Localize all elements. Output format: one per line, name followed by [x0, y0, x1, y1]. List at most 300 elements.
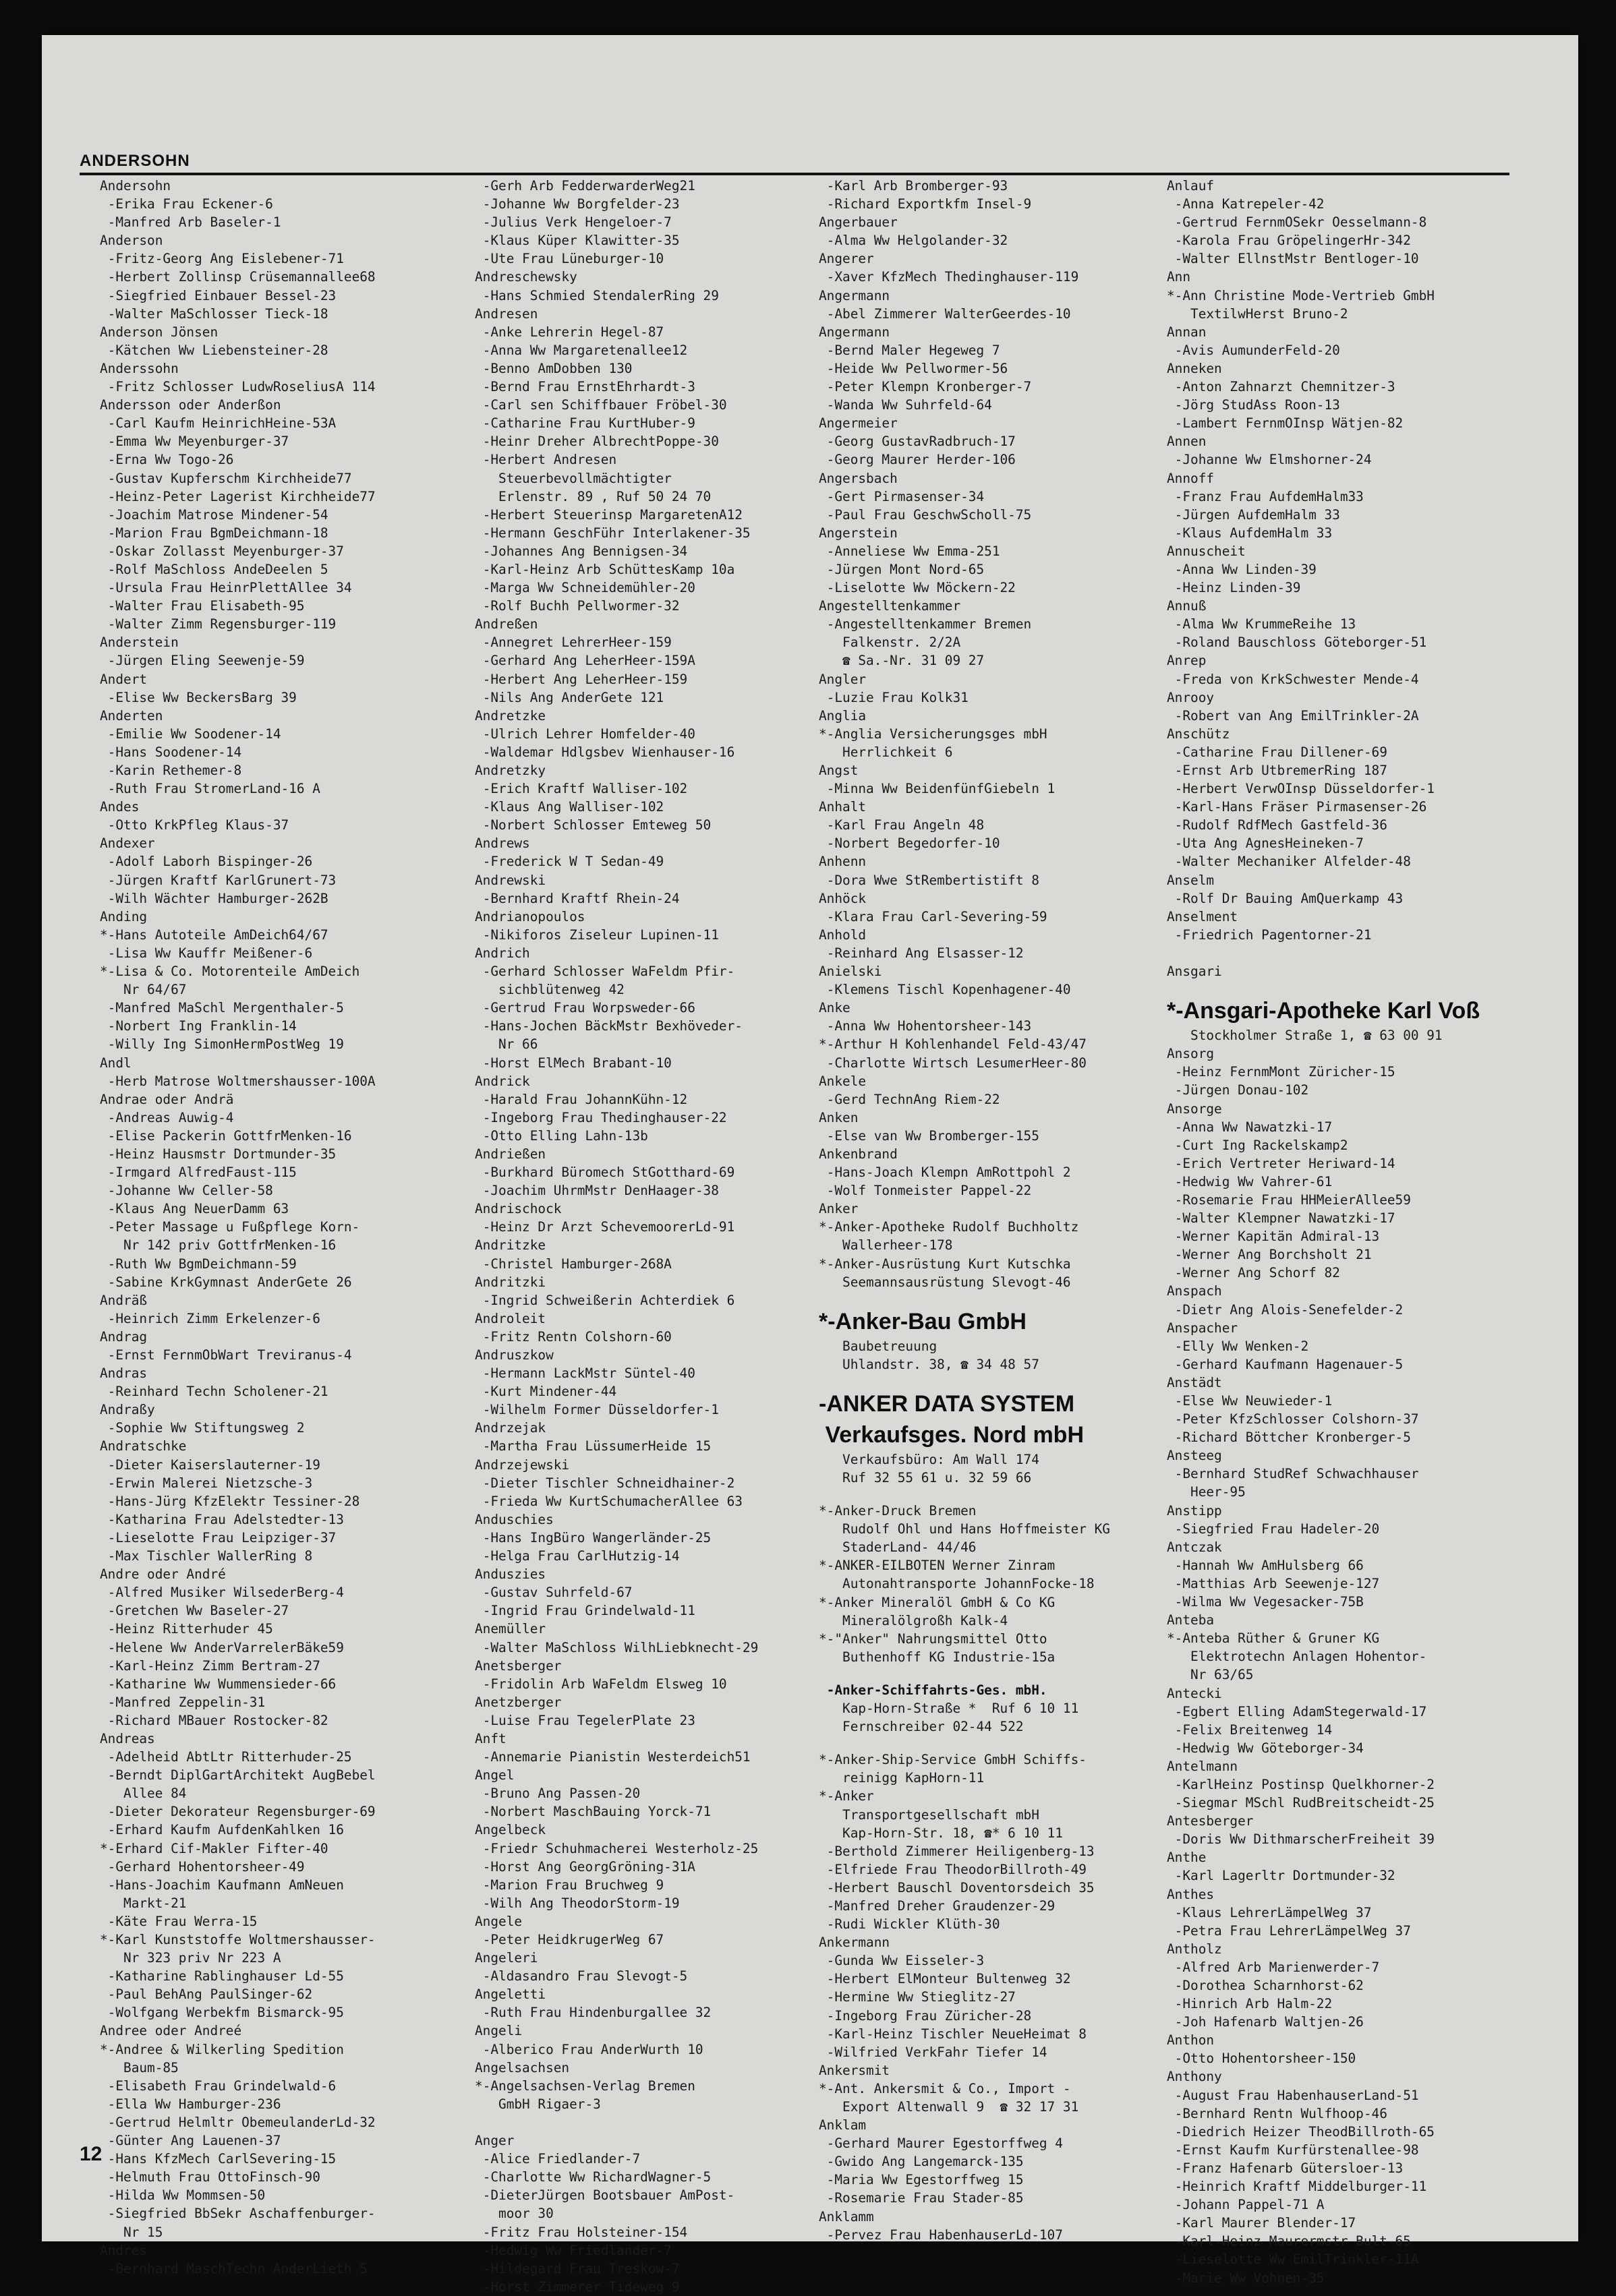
directory-entry: -Kätchen Ww Liebensteiner-28	[100, 342, 328, 358]
surname-heading: Anstipp	[1167, 1502, 1222, 1519]
directory-entry: -Heinz-Peter Lagerist Kirchheide77	[100, 488, 376, 504]
surname-heading: Andrich	[475, 945, 530, 961]
surname-heading: Anderstein	[100, 635, 179, 651]
advertisement-entry: -ANKER DATA SYSTEM	[819, 1390, 1075, 1417]
directory-entry: -Franz Frau AufdemHalm33	[1167, 488, 1364, 504]
surname-heading: Anduschies	[475, 1511, 554, 1527]
directory-entry: -Erna Ww Togo-26	[100, 452, 234, 468]
surname-heading: Angerer	[819, 251, 874, 267]
directory-entry: -Horst Zimmerer Tideweg 9	[475, 2278, 680, 2295]
directory-entry: -Wilfried VerkFahr Tiefer 14	[819, 2044, 1047, 2060]
surname-heading: Anglia	[819, 707, 867, 724]
header-title: ANDERSOHN	[80, 152, 190, 170]
directory-entry: -Anneliese Ww Emma-251	[819, 543, 1000, 559]
directory-entry: -Heinr Dreher AlbrechtPoppe-30	[475, 434, 719, 450]
directory-entry: -Heinrich Zimm Erkelenzer-6	[100, 1310, 320, 1326]
directory-entry: -Hedwig Ww Vahrer-61	[1167, 1173, 1333, 1189]
directory-entry: -Norbert Ing Franklin-14	[100, 1018, 297, 1034]
surname-heading: Ann	[1167, 269, 1191, 285]
surname-heading: Ansgari	[1167, 964, 1222, 980]
directory-entry: -Walter Klempner Nawatzki-17	[1167, 1210, 1395, 1227]
directory-entry: -Petra Frau LehrerLämpelWeg 37	[1167, 1922, 1411, 1939]
directory-entry: -Jürgen Donau-102	[1167, 1082, 1309, 1098]
directory-entry: -Angestelltenkammer Bremen	[819, 616, 1032, 632]
directory-entry: -Gunda Ww Eisseler-3	[819, 1953, 985, 1969]
directory-entry: -Manfred Dreher Graudenzer-29	[819, 1897, 1056, 1914]
surname-heading: Angermann	[819, 324, 890, 340]
surname-heading: Anetsberger	[475, 1657, 562, 1674]
directory-entry: -Helmuth Frau OttoFinsch-90	[100, 2169, 320, 2185]
surname-heading: Andexer	[100, 835, 155, 852]
directory-entry: Mineralölgroßh Kalk-4	[819, 1612, 1008, 1628]
directory-entry: -Freda von KrkSchwester Mende-4	[1167, 671, 1419, 687]
surname-heading: Anschütz	[1167, 726, 1230, 742]
directory-entry: -Walter EllnstMstr Bentloger-10	[1167, 251, 1419, 267]
surname-heading: Anken	[819, 1109, 859, 1125]
directory-entry: -Ute Frau Lüneburger-10	[475, 251, 664, 267]
directory-entry: -Joh Hafenarb Waltjen-26	[1167, 2014, 1364, 2030]
surname-heading: Andraßy	[100, 1402, 155, 1418]
directory-entry: -Gertrud FernmOSekr Oesselmann-8	[1167, 214, 1427, 231]
directory-entry: -Berthold Zimmerer Heiligenberg-13	[819, 1843, 1095, 1859]
directory-entry: -Annemarie Pianistin Westerdeich51	[475, 1749, 751, 1765]
directory-entry: -Ernst Kaufm Kurfürstenallee-98	[1167, 2142, 1419, 2158]
directory-entry: -Rudi Wickler Klüth-30	[819, 1916, 1000, 1933]
surname-heading: Anielski	[819, 964, 882, 980]
directory-entry: -Peter HeidkrugerWeg 67	[475, 1932, 664, 1947]
surname-heading: Annan	[1167, 324, 1207, 340]
surname-heading: Andrae oder Andrä	[100, 1091, 234, 1107]
directory-entry: -Ingeborg Frau Züricher-28	[819, 2007, 1032, 2024]
directory-entry: -Walter Mechaniker Alfelder-48	[1167, 854, 1411, 870]
directory-entry: -Herb Matrose Woltmershausser-100A	[100, 1073, 376, 1089]
directory-entry: -Ruth Ww BgmDeichmann-59	[100, 1256, 297, 1272]
directory-entry: Export Altenwall 9 ☎ 32 17 31	[819, 2099, 1079, 2115]
surname-heading: Androleit	[475, 1310, 546, 1326]
directory-entry: -Fritz Rentn Colshorn-60	[475, 1328, 672, 1345]
directory-entry: -Käte Frau Werra-15	[100, 1913, 258, 1929]
directory-entry: -Maria Ww Egestorffweg 15	[819, 2172, 1024, 2188]
directory-entry: -Walter Frau Elisabeth-95	[100, 598, 305, 614]
surname-heading: Anft	[475, 1730, 507, 1746]
surname-heading: Angeleri	[475, 1950, 538, 1966]
directory-entry: -Elise Ww BeckersBarg 39	[100, 689, 297, 705]
directory-entry: -Doris Ww DithmarscherFreiheit 39	[1167, 1831, 1435, 1848]
directory-entry: -Fritz Schlosser LudwRoseliusA 114	[100, 379, 376, 395]
directory-entry: -Ingrid Frau Grindelwald-11	[475, 1603, 695, 1619]
directory-entry: -Catharine Frau Dillener-69	[1167, 744, 1387, 760]
directory-entry: -Alberico Frau AnderWurth 10	[475, 2041, 703, 2057]
directory-entry: *-Arthur H Kohlenhandel Feld-43/47	[819, 1036, 1087, 1053]
directory-entry: -Anton Zahnarzt Chemnitzer-3	[1167, 379, 1395, 395]
surname-heading: Antecki	[1167, 1685, 1222, 1701]
advertisement-entry: *-Ansgari-Apotheke Karl Voß	[1167, 998, 1480, 1024]
directory-entry: -Reinhard Techn Scholener-21	[100, 1384, 328, 1400]
directory-entry: -Friedr Schuhmacherei Westerholz-25	[475, 1840, 759, 1856]
directory-entry: Nr 15	[100, 2224, 163, 2240]
directory-entry: -Hans Soodener-14	[100, 744, 242, 760]
directory-entry: -Frieda Ww KurtSchumacherAllee 63	[475, 1493, 743, 1509]
directory-entry: *-Anker-Ship-Service GmbH Schiffs-	[819, 1752, 1087, 1768]
directory-entry: -Alice Friedlander-7	[475, 2151, 641, 2167]
directory-entry: Herrlichkeit 6	[819, 744, 953, 760]
surname-heading: Antczak	[1167, 1539, 1222, 1555]
spacer	[819, 1487, 1156, 1502]
directory-entry: Falkenstr. 2/2A	[819, 635, 961, 651]
directory-entry: -Gerhard Schlosser WaFeldm Pfir-	[475, 964, 735, 980]
directory-entry: -Julius Verk Hengeloer-7	[475, 214, 672, 231]
surname-heading: Angerbauer	[819, 214, 898, 231]
directory-entry: -Klaus LehrerLämpelWeg 37	[1167, 1904, 1372, 1920]
directory-entry: -Gerhard Maurer Egestorffweg 4	[819, 2136, 1063, 2152]
directory-entry: *-Anker-Apotheke Rudolf Buchholtz	[819, 1219, 1079, 1235]
directory-entry: Uhlandstr. 38, ☎ 34 48 57	[819, 1356, 1039, 1372]
directory-entry: -Sabine KrkGymnast AnderGete 26	[100, 1274, 352, 1290]
directory-entry: -DieterJürgen Bootsbauer AmPost-	[475, 2187, 735, 2204]
surname-heading: Angerstein	[819, 525, 898, 541]
directory-entry: Nr 64/67	[100, 982, 187, 998]
surname-heading: Andretzke	[475, 707, 546, 724]
surname-heading: Angelbeck	[475, 1822, 546, 1838]
surname-heading: Anker	[819, 1201, 859, 1217]
directory-entry: -Jürgen Mont Nord-65	[819, 561, 985, 577]
directory-entry: -Catharine Frau KurtHuber-9	[475, 415, 695, 432]
directory-entry: -Karl Frau Angeln 48	[819, 817, 985, 833]
directory-entry: -Marga Ww Schneidemühler-20	[475, 580, 695, 596]
directory-entry: -Klaus AufdemHalm 33	[1167, 525, 1333, 541]
directory-entry: -Georg Maurer Herder-106	[819, 452, 1016, 468]
directory-entry: -Dietr Ang Alois-Senefelder-2	[1167, 1301, 1404, 1318]
directory-entry: -Hans IngBüro Wangerländer-25	[475, 1529, 712, 1546]
directory-entry: ☎ Sa.-Nr. 31 09 27	[819, 653, 985, 669]
spacer	[819, 1666, 1156, 1681]
directory-entry: -Oskar Zollasst Meyenburger-37	[100, 543, 344, 559]
directory-entry: -Gustav Kupferschm Kirchheide77	[100, 470, 352, 486]
directory-entry: -Gertrud Frau Worpsweder-66	[475, 1000, 695, 1016]
directory-entry: -Fritz Frau Holsteiner-154	[475, 2224, 688, 2240]
directory-entry: *-Anker	[819, 1788, 874, 1804]
surname-heading: Andruszkow	[475, 1347, 554, 1363]
directory-entry: -Johann Pappel-71 A	[1167, 2197, 1325, 2213]
directory-entry: -Heinz Dr Arzt SchevemoorerLd-91	[475, 1219, 735, 1235]
surname-heading: Ankele	[819, 1073, 867, 1089]
directory-entry: -Herbert Bauschl Doventorsdeich 35	[819, 1879, 1095, 1895]
directory-entry: -Berndt DiplGartArchitekt AugBebel	[100, 1767, 376, 1784]
directory-entry: -Emilie Ww Soodener-14	[100, 726, 281, 742]
surname-heading: Andresen	[475, 305, 538, 322]
directory-entry: -Klaus Küper Klawitter-35	[475, 233, 680, 249]
directory-entry: sichblütenweg 42	[475, 982, 625, 998]
directory-entry: -Elise Packerin GottfrMenken-16	[100, 1127, 352, 1144]
column-3	[819, 177, 1156, 2243]
spacer	[819, 1374, 1156, 1388]
directory-entry: Erlenstr. 89 , Ruf 50 24 70	[475, 488, 712, 504]
directory-entry: -Helene Ww AnderVarrelerBäke59	[100, 1639, 344, 1655]
directory-entry: -Herbert Andresen	[475, 452, 617, 468]
directory-entry: -Jürgen Kraftf KarlGrunert-73	[100, 872, 337, 888]
directory-entry: -Rolf Dr Bauing AmQuerkamp 43	[1167, 890, 1404, 906]
surname-heading: Andras	[100, 1365, 148, 1382]
directory-entry: -Dieter Dekorateur Regensburger-69	[100, 1804, 376, 1820]
directory-entry: -Bernd Maler Hegeweg 7	[819, 342, 1000, 358]
directory-entry: -Harald Frau JohannKühn-12	[475, 1091, 688, 1107]
directory-entry: -Werner Ang Schorf 82	[1167, 1265, 1340, 1281]
directory-entry: TextilwHerst Bruno-2	[1167, 305, 1348, 322]
directory-entry: -Karl Maurer Blender-17	[1167, 2215, 1356, 2231]
directory-entry: -Franz Hafenarb Gütersloer-13	[1167, 2160, 1404, 2176]
surname-heading: Andrischock	[475, 1201, 562, 1217]
directory-entry: reinigg KapHorn-11	[819, 1770, 985, 1786]
directory-entry: -Sophie Ww Stiftungsweg 2	[100, 1420, 305, 1436]
directory-entry: -Rolf Buchh Pellwormer-32	[475, 598, 680, 614]
surname-heading: Ansteeg	[1167, 1448, 1222, 1464]
directory-entry: -Kurt Mindener-44	[475, 1384, 617, 1400]
directory-entry: Allee 84	[100, 1786, 187, 1802]
directory-entry: -Johanne Ww Celler-58	[100, 1183, 273, 1199]
directory-entry: -Gert Pirmasenser-34	[819, 488, 985, 504]
directory-entry: Verkaufsbüro: Am Wall 174	[819, 1451, 1039, 1467]
directory-entry: -Johanne Ww Borgfelder-23	[475, 196, 680, 212]
surname-heading: Andersson oder Anderßon	[100, 397, 281, 413]
directory-entry: -Alma Ww KrummeReihe 13	[1167, 616, 1356, 632]
surname-heading: Anhalt	[819, 799, 867, 815]
surname-heading: Ansorge	[1167, 1100, 1222, 1117]
surname-heading: Anrep	[1167, 653, 1207, 669]
directory-entry: -Rudolf RdfMech Gastfeld-36	[1167, 817, 1387, 833]
directory-entry: -Siegfried BbSekr Aschaffenburger-	[100, 2206, 376, 2222]
directory-entry: -Reinhard Ang Elsasser-12	[819, 945, 1024, 961]
surname-heading: Anspacher	[1167, 1320, 1238, 1336]
directory-entry: -Anna Katrepeler-42	[1167, 196, 1325, 212]
directory-entry: -Gertrud Helmltr ObemeulanderLd-32	[100, 2114, 376, 2130]
directory-entry: *-Ant. Ankersmit & Co., Import -	[819, 2080, 1071, 2096]
surname-heading: Anderson Jönsen	[100, 324, 219, 340]
directory-entry: *-Hans Autoteile AmDeich64/67	[100, 926, 328, 943]
directory-entry: -Else Ww Neuwieder-1	[1167, 1393, 1333, 1409]
surname-heading: Angestelltenkammer	[819, 598, 961, 614]
directory-entry: -Herbert Ang LeherHeer-159	[475, 671, 688, 687]
surname-heading: Anneken	[1167, 360, 1222, 376]
surname-heading: Angele	[475, 1913, 523, 1929]
directory-entry: -Erich Kraftf Walliser-102	[475, 781, 688, 797]
directory-entry: -Werner Ang Borchsholt 21	[1167, 1247, 1372, 1263]
directory-entry: -Karl-Hans Fräser Pirmasenser-26	[1167, 799, 1427, 815]
directory-entry: -Norbert Schlosser Emteweg 50	[475, 817, 712, 833]
directory-entry: -Alfred Arb Marienwerder-7	[1167, 1959, 1380, 1975]
surname-heading: Anger	[475, 2133, 515, 2149]
directory-entry: -Joachim Matrose Mindener-54	[100, 506, 328, 523]
directory-entry: -Paul BehAng PaulSinger-62	[100, 1986, 313, 2003]
directory-entry: -Jürgen AufdemHalm 33	[1167, 506, 1340, 523]
directory-entry: -Rosemarie Frau HHMeierAllee59	[1167, 1191, 1411, 1208]
directory-entry: Autonahtransporte JohannFocke-18	[819, 1576, 1095, 1592]
directory-entry: Seemannsausrüstung Slevogt-46	[819, 1274, 1071, 1290]
directory-entry: -Georg GustavRadbruch-17	[819, 434, 1016, 450]
directory-entry: -Annegret LehrerHeer-159	[475, 635, 672, 651]
directory-entry: -Jörg StudAss Roon-13	[1167, 397, 1340, 413]
directory-entry: -Marion Frau Bruchweg 9	[475, 1877, 664, 1893]
directory-entry: -Manfred MaSchl Mergenthaler-5	[100, 1000, 344, 1016]
surname-heading: Antelmann	[1167, 1758, 1238, 1774]
directory-entry: -Alma Ww Helgolander-32	[819, 233, 1008, 249]
directory-entry: -Peter Massage u Fußpflege Korn-	[100, 1219, 360, 1235]
spacer	[819, 1736, 1156, 1750]
directory-entry: -Dieter Kaiserslauterner-19	[100, 1456, 320, 1473]
directory-entry: -KarlHeinz Postinsp Quelkhorner-2	[1167, 1776, 1435, 1792]
directory-entry: -Ingeborg Frau Thedinghauser-22	[475, 1109, 727, 1125]
directory-entry: -Dora Wwe StRembertistift 8	[819, 872, 1039, 888]
directory-entry: -Carl Kaufm HeinrichHeine-53A	[100, 415, 337, 432]
directory-entry: -Helga Frau CarlHutzig-14	[475, 1548, 680, 1564]
surname-heading: Angler	[819, 671, 867, 687]
directory-entry: -Katharine Ww Wummensieder-66	[100, 1676, 337, 1692]
directory-entry: *-"Anker" Nahrungsmittel Otto	[819, 1630, 1047, 1647]
spacer	[1167, 980, 1504, 995]
directory-entry: -Bernd Frau ErnstEhrhardt-3	[475, 379, 695, 395]
directory-entry: Nr 63/65	[1167, 1667, 1254, 1683]
directory-entry: -Uta Ang AgnesHeineken-7	[1167, 835, 1364, 852]
directory-entry: -Hildegard Frau Treskow-7	[475, 2260, 680, 2276]
spacer	[819, 1291, 1156, 1306]
directory-entry: -Irmgard AlfredFaust-115	[100, 1165, 297, 1181]
surname-heading: Anke	[819, 1000, 850, 1016]
directory-entry: -Karin Rethemer-8	[100, 763, 242, 778]
directory-entry: *-Angelsachsen-Verlag Bremen	[475, 2078, 695, 2094]
directory-entry: -Erhard Kaufm AufdenKahlken 16	[100, 1822, 344, 1838]
directory-entry: *-Anglia Versicherungsges mbH	[819, 726, 1047, 742]
highlighted-entry: -Anker-Schiffahrts-Ges. mbH.	[819, 1682, 1047, 1698]
surname-heading: Angermann	[819, 287, 890, 303]
directory-entry: -Aldasandro Frau Slevogt-5	[475, 1968, 688, 1984]
directory-entry: -Günter Ang Lauenen-37	[100, 2133, 281, 2149]
surname-heading: Angeli	[475, 2023, 523, 2039]
directory-entry: *-Anker Mineralöl GmbH & Co KG	[819, 1594, 1056, 1610]
surname-heading: Anrooy	[1167, 689, 1215, 705]
directory-entry: -Hilda Ww Mommsen-50	[100, 2187, 266, 2204]
directory-entry: -Peter KfzSchlosser Colshorn-37	[1167, 1411, 1419, 1427]
directory-entry: -Marie Ww Vohnen-35	[1167, 2270, 1325, 2286]
directory-entry: -Gerhard Kaufmann Hagenauer-5	[1167, 1356, 1404, 1372]
directory-entry: Heer-95	[1167, 1484, 1246, 1500]
directory-entry: -Hans-Jürg KfzElektr Tessiner-28	[100, 1493, 360, 1509]
directory-entry: -Walter MaSchloss WilhLiebknecht-29	[475, 1639, 759, 1655]
directory-entry: -Hermine Ww Stieglitz-27	[819, 1989, 1016, 2005]
page-number: 12	[80, 2143, 103, 2165]
directory-entry: -Gwido Ang Langemarck-135	[819, 2154, 1024, 2170]
directory-entry: *-Anteba Rüther & Gruner KG	[1167, 1630, 1380, 1647]
surname-heading: Andrews	[475, 835, 530, 852]
directory-entry: -Adolf Laborh Bispinger-26	[100, 854, 313, 870]
directory-entry: -Anna Ww Margaretenallee12	[475, 342, 688, 358]
directory-entry: Nr 142 priv GottfrMenken-16	[100, 1237, 337, 1254]
surname-heading: Ankersmit	[819, 2062, 890, 2078]
directory-entry: -Gustav Suhrfeld-67	[475, 1585, 633, 1601]
directory-entry: StaderLand- 44/46	[819, 1539, 977, 1556]
surname-heading: Antesberger	[1167, 1813, 1254, 1829]
surname-heading: Andräß	[100, 1292, 148, 1308]
surname-heading: Andert	[100, 671, 148, 687]
directory-entry: -Lisa Ww Kauffr Meißener-6	[100, 945, 313, 961]
directory-entry: -Heinz Ritterhuder 45	[100, 1621, 273, 1637]
directory-entry: -Anna Ww Linden-39	[1167, 561, 1317, 577]
directory-entry: -Hans-Jochen BäckMstr Bexhöveder-	[475, 1018, 743, 1034]
surname-heading: Anthony	[1167, 2069, 1222, 2085]
directory-entry: -Ursula Frau HeinrPlettAllee 34	[100, 580, 352, 596]
directory-entry: -Ulrich Lehrer Homfelder-40	[475, 726, 695, 742]
directory-entry: -Minna Ww BeidenfünfGiebeln 1	[819, 781, 1056, 797]
directory-entry: -Marion Frau BgmDeichmann-18	[100, 525, 328, 541]
surname-heading: Annuß	[1167, 598, 1207, 614]
directory-entry: moor 30	[475, 2206, 554, 2222]
surname-heading: Angeletti	[475, 1986, 546, 2003]
directory-entry: -Horst ElMech Brabant-10	[475, 1055, 672, 1071]
directory-entry: -Herbert Steuerinsp MargaretenA12	[475, 506, 743, 523]
column-1	[100, 177, 437, 2276]
directory-entry: -Walter MaSchlosser Tieck-18	[100, 305, 328, 322]
surname-heading: Andritzki	[475, 1274, 546, 1290]
surname-heading: Angst	[819, 763, 859, 778]
surname-heading: Anduszies	[475, 1566, 546, 1583]
surname-heading: Andreas	[100, 1730, 155, 1746]
directory-entry: -Hermann GeschFühr Interlakener-35	[475, 525, 751, 541]
surname-heading: Ankenbrand	[819, 1146, 898, 1162]
directory-entry: -Frederick W T Sedan-49	[475, 854, 664, 870]
surname-heading: Anemüller	[475, 1621, 546, 1637]
directory-entry: -Hedwig Ww Göteborger-34	[1167, 1740, 1364, 1756]
directory-entry: -Ingrid Schweißerin Achterdiek 6	[475, 1292, 735, 1308]
directory-entry: -Richard Böttcher Kronberger-5	[1167, 1430, 1411, 1446]
directory-entry: -Wilh Wächter Hamburger-262B	[100, 890, 328, 906]
surname-heading: Andersohn	[100, 178, 171, 194]
directory-entry: Kap-Horn-Straße * Ruf 6 10 11	[819, 1701, 1079, 1717]
directory-entry: -Christel Hamburger-268A	[475, 1256, 672, 1272]
directory-entry: -Fridolin Arb WaFeldm Elsweg 10	[475, 1676, 727, 1692]
directory-entry: -Richard Exportkfm Insel-9	[819, 196, 1032, 212]
surname-heading: Andrzejak	[475, 1420, 546, 1436]
directory-entry: -Heide Ww Pellwormer-56	[819, 360, 1008, 376]
surname-heading: Angermeier	[819, 415, 898, 432]
directory-entry: -Otto Hohentorsheer-150	[1167, 2051, 1356, 2067]
surname-heading: Andre oder André	[100, 1566, 226, 1583]
directory-entry: -Otto KrkPfleg Klaus-37	[100, 817, 289, 833]
directory-entry: -Herbert VerwOInsp Düsseldorfer-1	[1167, 781, 1435, 797]
directory-entry: -Klara Frau Carl-Severing-59	[819, 908, 1047, 924]
directory-entry: -Dieter Tischler Schneidhainer-2	[475, 1475, 735, 1491]
directory-entry: -Anna Ww Hohentorsheer-143	[819, 1018, 1032, 1034]
directory-entry: -Anna Ww Nawatzki-17	[1167, 1119, 1333, 1135]
directory-entry: -Manfred Zeppelin-31	[100, 1694, 266, 1710]
directory-entry: -Gerd TechnAng Riem-22	[819, 1091, 1000, 1107]
directory-entry: -Karl-Heinz Tischler NeueHeimat 8	[819, 2026, 1087, 2042]
directory-entry: -Lieselotte Ww EmilTrinkler-11A	[1167, 2251, 1419, 2268]
directory-entry: -Willy Ing SimonHermPostWeg 19	[100, 1036, 344, 1053]
directory-entry: -Bernhard StudRef Schwachhauser	[1167, 1466, 1419, 1482]
directory-entry: Nr 66	[475, 1036, 538, 1053]
surname-heading: Andl	[100, 1055, 132, 1071]
directory-entry: -Katharina Frau Adelstedter-13	[100, 1511, 344, 1527]
directory-entry: -Emma Ww Meyenburger-37	[100, 434, 289, 450]
surname-heading: Angel	[475, 1767, 515, 1784]
directory-entry: -Ruth Frau StromerLand-16 A	[100, 781, 320, 797]
directory-entry: -Ella Ww Hamburger-236	[100, 2096, 281, 2112]
directory-entry: -Felix Breitenweg 14	[1167, 1721, 1333, 1738]
directory-entry: -Rolf MaSchloss AndeDeelen 5	[100, 561, 328, 577]
surname-heading: Andrzejewski	[475, 1456, 570, 1473]
surname-heading: Anhöck	[819, 890, 867, 906]
surname-heading: Anthes	[1167, 1886, 1215, 1902]
directory-entry: GmbH Rigaer-3	[475, 2096, 601, 2112]
directory-entry: -Joachim UhrmMstr DenHaager-38	[475, 1183, 719, 1199]
